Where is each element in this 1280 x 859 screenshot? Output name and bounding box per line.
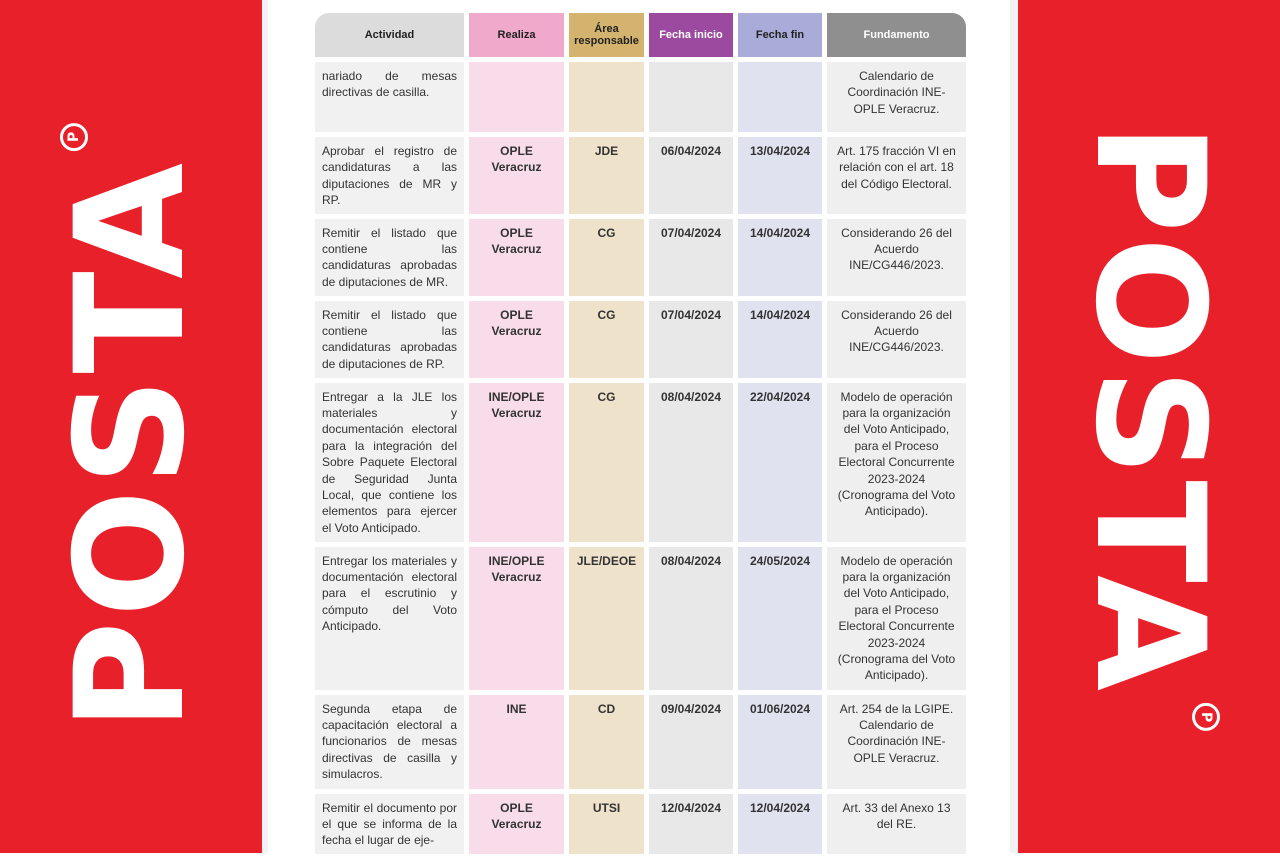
cell-realiza: OPLE Veracruz — [469, 137, 564, 214]
cell-area — [569, 62, 644, 132]
cell-fundamento: Modelo de operación para la organización del Voto Anticipado, para el Proceso Electoral Concurrente 2023-2024 (Cronograma del Voto Anticipado). — [827, 547, 966, 690]
cell-realiza — [469, 62, 564, 132]
logo-text: POSTA — [44, 158, 218, 731]
cell-fundamento: Modelo de operación para la organización del Voto Anticipado, para el Proceso Electoral Concurrente 2023-2024 (Cronograma del Voto Anticipado). — [827, 383, 966, 542]
cell-fecha-inicio: 08/04/2024 — [649, 383, 733, 542]
cell-area: CG — [569, 383, 644, 542]
cell-fecha-inicio: 06/04/2024 — [649, 137, 733, 214]
cell-fundamento: Art. 33 del Anexo 13 del RE. — [827, 794, 966, 854]
cell-area: CG — [569, 219, 644, 296]
left-brand-panel — [0, 0, 262, 853]
registered-mark-icon: P — [60, 122, 88, 150]
cell-fecha-fin: 13/04/2024 — [738, 137, 822, 214]
cell-fecha-inicio: 12/04/2024 — [649, 794, 733, 854]
cell-realiza: INE/OPLE Veracruz — [469, 547, 564, 690]
header-area-line2: responsable — [574, 35, 639, 47]
cell-actividad: Aprobar el registro de candidaturas a las diputaciones de MR y RP. — [315, 137, 464, 214]
document-page — [268, 0, 1010, 853]
cell-actividad: Remitir el documento por el que se informa de la fecha el lugar de eje- — [315, 794, 464, 854]
cell-fecha-inicio: 07/04/2024 — [649, 301, 733, 378]
table-header-row — [315, 13, 966, 57]
cell-fecha-inicio: 07/04/2024 — [649, 219, 733, 296]
cell-actividad: Remitir el listado que contiene las candidaturas aprobadas de diputaciones de MR. — [315, 219, 464, 296]
cell-actividad: Entregar a la JLE los materiales y documentación electoral para la integración del Sobre Paquete Electoral de Seguridad Junta Local, que contiene los elementos para ejercer el Voto Anticipado. — [315, 383, 464, 542]
cell-fecha-inicio — [649, 62, 733, 132]
cell-fundamento: Considerando 26 del Acuerdo INE/CG446/2023. — [827, 219, 966, 296]
cell-realiza: INE/OPLE Veracruz — [469, 383, 564, 542]
cell-area: JDE — [569, 137, 644, 214]
cell-realiza: OPLE Veracruz — [469, 301, 564, 378]
header-area-line1: Área — [594, 23, 619, 35]
header-fundamento: Fundamento — [827, 13, 966, 57]
cell-fecha-inicio: 08/04/2024 — [649, 547, 733, 690]
cell-area: JLE/DEOE — [569, 547, 644, 690]
cell-realiza: OPLE Veracruz — [469, 219, 564, 296]
cell-actividad: Entregar los materiales y documentación electoral para el escrutinio y cómputo del Voto Anticipado. — [315, 547, 464, 690]
cell-fecha-fin — [738, 62, 822, 132]
cell-fecha-inicio: 09/04/2024 — [649, 695, 733, 789]
cell-actividad: Segunda etapa de capacitación electoral a funcionarios de mesas directivas de casilla y simulacros. — [315, 695, 464, 789]
table-row — [315, 547, 966, 690]
cell-fundamento: Art. 175 fracción VI en relación con el art. 18 del Código Electoral. — [827, 137, 966, 214]
activities-table — [310, 8, 971, 859]
table-row — [315, 62, 966, 132]
cell-area: CG — [569, 301, 644, 378]
header-fecha-fin: Fecha fin — [738, 13, 822, 57]
cell-realiza: OPLE Veracruz — [469, 794, 564, 854]
cell-fecha-fin: 01/06/2024 — [738, 695, 822, 789]
cell-fundamento: Considerando 26 del Acuerdo INE/CG446/2023. — [827, 301, 966, 378]
cell-fecha-fin: 12/04/2024 — [738, 794, 822, 854]
cell-fundamento: Art. 254 de la LGIPE. Calendario de Coordinación INE-OPLE Veracruz. — [827, 695, 966, 789]
header-area-responsable — [569, 13, 644, 57]
cell-fecha-fin: 14/04/2024 — [738, 219, 822, 296]
table-row — [315, 137, 966, 214]
logo-text: POSTA — [1062, 122, 1236, 695]
header-realiza: Realiza — [469, 13, 564, 57]
cell-actividad: Remitir el listado que contiene las candidaturas aprobadas de diputaciones de RP. — [315, 301, 464, 378]
table-row — [315, 383, 966, 542]
cell-fecha-fin: 14/04/2024 — [738, 301, 822, 378]
registered-mark-icon: P — [1192, 703, 1220, 731]
table-row — [315, 301, 966, 378]
header-fecha-inicio: Fecha inicio — [649, 13, 733, 57]
header-actividad: Actividad — [315, 13, 464, 57]
cell-realiza: INE — [469, 695, 564, 789]
table-row — [315, 794, 966, 854]
cell-fecha-fin: 22/04/2024 — [738, 383, 822, 542]
right-brand-panel — [1018, 0, 1280, 853]
cell-fundamento: Calendario de Coordinación INE-OPLE Veracruz. — [827, 62, 966, 132]
cell-fecha-fin: 24/05/2024 — [738, 547, 822, 690]
cell-area: CD — [569, 695, 644, 789]
cell-area: UTSI — [569, 794, 644, 854]
posta-logo-left — [44, 122, 218, 731]
table-row — [315, 219, 966, 296]
cell-actividad: nariado de mesas directivas de casilla. — [315, 62, 464, 132]
right-margin — [1010, 0, 1018, 853]
table-row — [315, 695, 966, 789]
posta-logo-right — [1062, 122, 1236, 730]
